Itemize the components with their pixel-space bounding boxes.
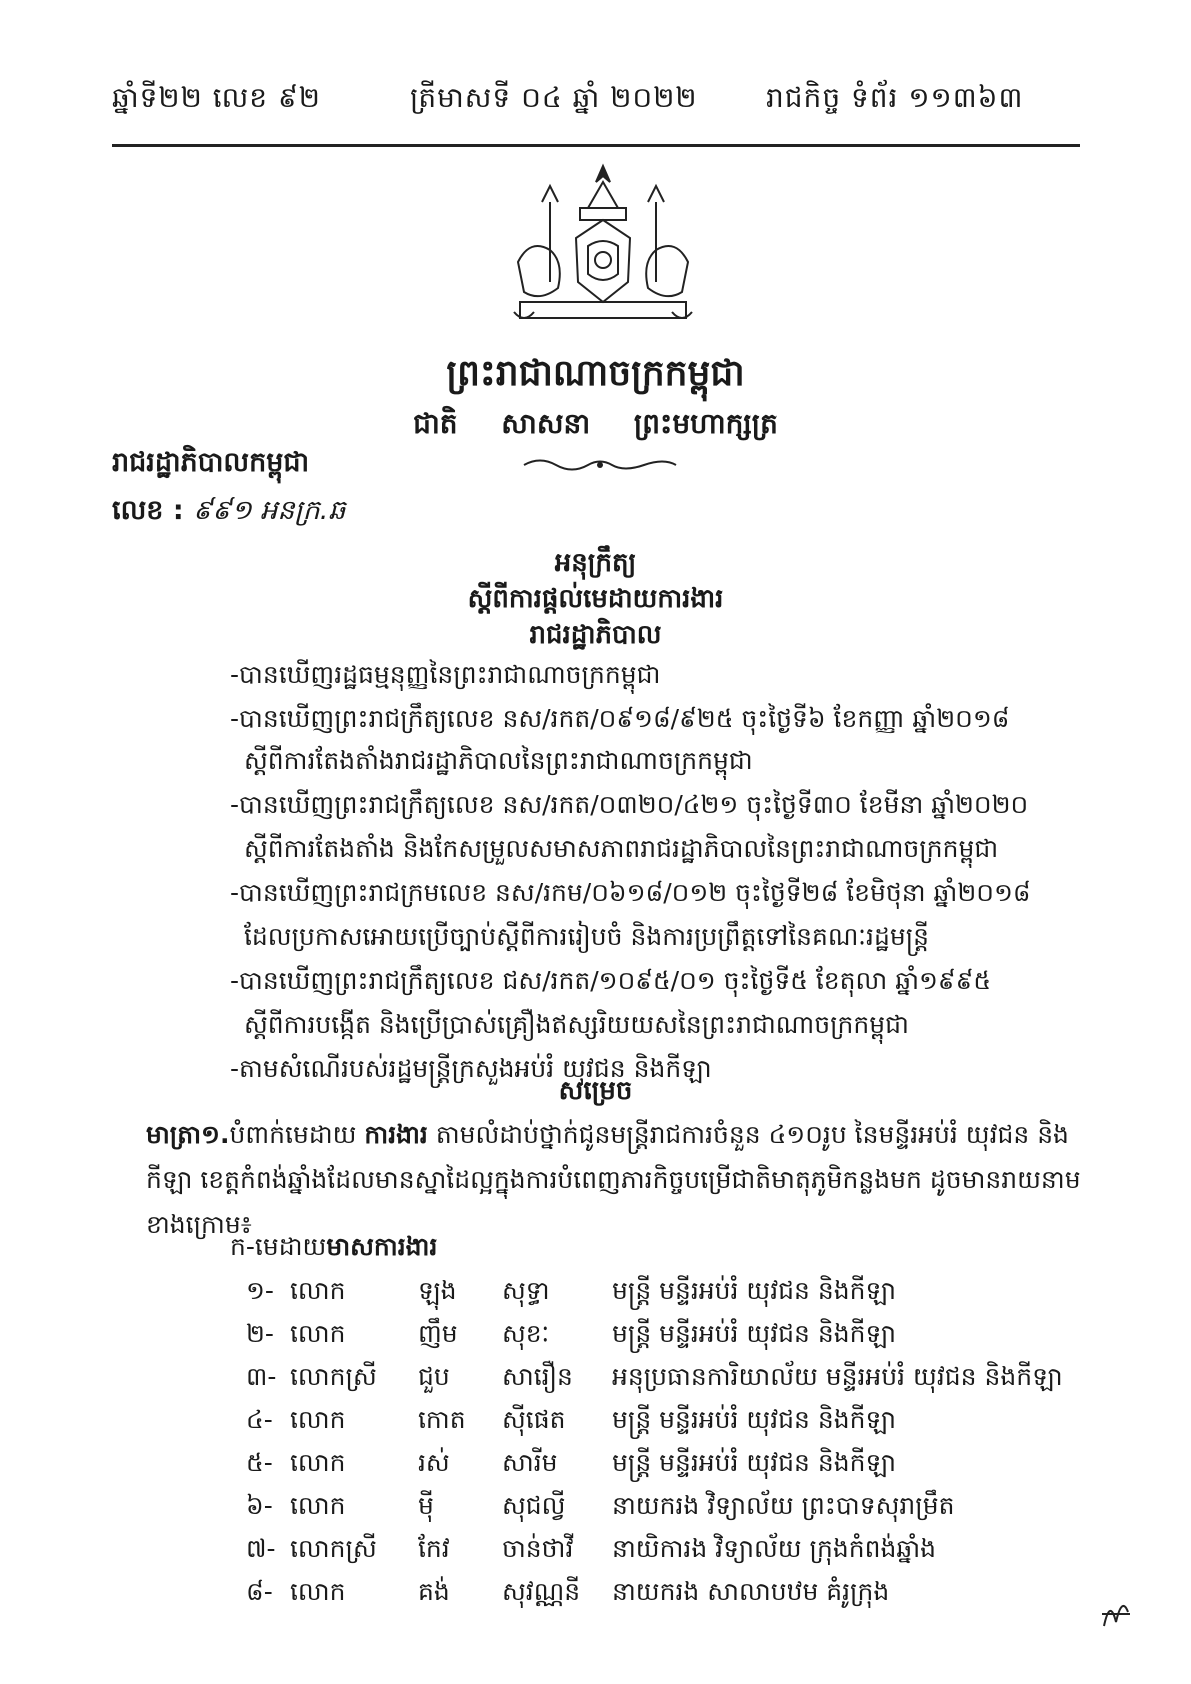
royal-coat-of-arms-icon — [510, 162, 696, 338]
article-text-intro: បំពាក់មេដាយ — [229, 1120, 365, 1149]
recipient-position: មន្ត្រី មន្ទីរអប់រំ យុវជន និងកីឡា — [612, 1448, 896, 1477]
recipient-last-name: ចាន់ថាវី — [502, 1534, 574, 1563]
preamble-line: ស្តីពីការតែងតាំងរាជរដ្ឋាភិបាលនៃព្រះរាជាណាចក្រកម្ពុជា — [244, 746, 753, 775]
recipient-position: អនុប្រធានការិយាល័យ មន្ទីរអប់រំ យុវជន និងកីឡា — [612, 1362, 1063, 1391]
reference-label: លេខ : — [112, 495, 184, 526]
header-divider — [112, 144, 1080, 147]
preamble-line: -បានឃើញព្រះរាជក្រឹត្យលេខ នស/រកត/០៣២០/៤២១ ចុះថ្ងៃទី៣០ ខែមីនា ឆ្នាំ២០២០ — [230, 790, 1029, 819]
recipient-last-name: សុវណ្ណនី — [502, 1577, 581, 1606]
recipient-first-name: រស់ — [418, 1448, 450, 1477]
medal-category-heading — [230, 1232, 437, 1268]
preamble-line: -បានឃើញព្រះរាជក្រឹត្យលេខ ជស/រកត/១០៩៥/០១ ចុះថ្ងៃទី៥ ខែតុលា ឆ្នាំ១៩៩៥ — [230, 966, 992, 995]
issuing-authority: រាជរដ្ឋាភិបាល — [529, 620, 662, 650]
recipient-number: ៧- — [246, 1534, 276, 1563]
recipient-title: លោកស្រី — [290, 1362, 377, 1391]
recipient-position: មន្ត្រី មន្ទីរអប់រំ យុវជន និងកីឡា — [612, 1276, 896, 1305]
recipient-number: ៤- — [246, 1405, 273, 1434]
preamble-line: ដែលប្រកាសអោយប្រើច្បាប់ស្តីពីការរៀបចំ និងការប្រព្រឹត្តទៅនៃគណៈរដ្ឋមន្ត្រី — [244, 922, 930, 951]
issue-number: ឆ្នាំទី២២ លេខ ៩២ — [112, 81, 321, 114]
recipient-position: មន្ត្រី មន្ទីរអប់រំ យុវជន និងកីឡា — [612, 1319, 896, 1348]
reference-number — [112, 494, 345, 533]
recipient-position: នាយករង វិទ្យាល័យ ព្រះបាទសុរាម្រឹត — [612, 1491, 955, 1520]
recipient-title: លោក — [290, 1405, 346, 1434]
recipient-first-name: ឡុង — [418, 1276, 457, 1305]
recipient-first-name: គង់ — [418, 1577, 450, 1606]
recipient-last-name: សារឿន — [502, 1362, 573, 1391]
article-medal-name: ការងារ — [364, 1120, 428, 1149]
recipient-number: ២- — [246, 1319, 274, 1348]
recipient-number: ៨- — [246, 1577, 273, 1606]
national-motto: ជាតិ សាសនា ព្រះមហាក្សត្រ — [413, 407, 778, 440]
issuer-name: រាជរដ្ឋាភិបាលកម្ពុជា — [112, 447, 310, 478]
article-label: មាត្រា១. — [146, 1120, 230, 1149]
medal-category-prefix: ក-មេដាយ — [230, 1232, 327, 1261]
recipient-title: លោកស្រី — [290, 1534, 377, 1563]
recipient-position: នាយករង សាលាបឋម គំរូក្រុង — [612, 1577, 890, 1606]
recipient-position: នាយិការង វិទ្យាល័យ ក្រុងកំពង់ឆ្នាំង — [612, 1534, 936, 1563]
ornament-divider-icon — [520, 456, 680, 474]
recipient-title: លោក — [290, 1319, 346, 1348]
recipient-last-name: សុខៈ — [502, 1319, 550, 1348]
recipient-number: ១- — [246, 1276, 274, 1305]
preamble-line: -បានឃើញព្រះរាជក្រមលេខ នស/រកម/០៦១៨/០១២ ចុះថ្ងៃទី២៨ ខែមិថុនា ឆ្នាំ២០១៨ — [230, 878, 1031, 907]
recipient-first-name: ម៉ី — [418, 1491, 434, 1520]
recipient-first-name: ញឹម — [418, 1319, 458, 1348]
recipient-number: ៥- — [246, 1448, 273, 1477]
kingdom-name: ព្រះរាជាណាចក្រកម្ពុជា — [446, 353, 745, 394]
recipient-number: ៣- — [246, 1362, 277, 1391]
recipient-last-name: ស៊ីផេត — [502, 1405, 566, 1434]
recipient-number: ៦- — [246, 1491, 273, 1520]
recipient-last-name: សុជល្វី — [502, 1491, 566, 1520]
document-subject: ស្តីពីការផ្តល់មេដាយការងារ — [467, 584, 724, 614]
reference-value: ៩៩១ អនក្រ.ឆ — [193, 495, 346, 526]
preamble-line: -បានឃើញរដ្ឋធម្មនុញ្ញនៃព្រះរាជាណាចក្រកម្ពុជា — [230, 660, 661, 689]
preamble-line: ស្តីពីការតែងតាំង និងកែសម្រួលសមាសភាពរាជរដ្ឋាភិបាលនៃព្រះរាជាណាចក្រកម្ពុជា — [244, 834, 999, 863]
article-1 — [146, 1112, 1081, 1247]
medal-category-name: មាសការងារ — [326, 1232, 438, 1261]
preamble-line: -តាមសំណើរបស់រដ្ឋមន្ត្រីក្រសួងអប់រំ យុវជន និងកីឡា — [230, 1054, 712, 1083]
page-number: រាជកិច្ច ទំព័រ ១១៣៦៣ — [766, 81, 1024, 114]
preamble-line: ស្តីពីការបង្កើត និងប្រើប្រាស់គ្រឿងឥស្សរិយយសនៃព្រះរាជាណាចក្រកម្ពុជា — [244, 1010, 909, 1039]
document-type: អនុក្រឹត្យ — [554, 548, 637, 578]
recipient-last-name: សុទ្ធា — [502, 1276, 550, 1305]
recipient-position: មន្ត្រី មន្ទីរអប់រំ យុវជន និងកីឡា — [612, 1405, 896, 1434]
recipient-first-name: ជួប — [418, 1362, 450, 1391]
recipient-title: លោក — [290, 1577, 346, 1606]
preamble-line: -បានឃើញព្រះរាជក្រឹត្យលេខ នស/រកត/០៩១៨/៩២៥ ចុះថ្ងៃទី៦ ខែកញ្ញា ឆ្នាំ២០១៨ — [230, 704, 1010, 733]
recipient-last-name: សារីម — [502, 1448, 558, 1477]
recipient-title: លោក — [290, 1448, 346, 1477]
recipient-title: លោក — [290, 1491, 346, 1520]
recipient-title: លោក — [290, 1276, 346, 1305]
initial-signature-icon — [1096, 1592, 1136, 1632]
issue-date: ត្រីមាសទី ០៤ ឆ្នាំ ២០២២ — [410, 81, 698, 114]
decision-heading: សម្រេច — [558, 1076, 633, 1106]
article-text-body: តាមលំដាប់ថ្នាក់ជូនមន្ត្រីរាជការចំនួន ៤១០រូប នៃមន្ទីរអប់រំ យុវជន និងកីឡា ខេត្តកំពង់ឆ្នាំងដែលមានស្នាដៃល្អក្នុងការបំពេញភារកិច្ចបម្រើជាតិមាតុភូមិកន្លងមក ដូចមានរាយនាមខាងក្រោម៖ — [146, 1120, 1081, 1239]
recipient-first-name: កោត — [418, 1405, 466, 1434]
recipient-first-name: កែវ — [418, 1534, 450, 1563]
